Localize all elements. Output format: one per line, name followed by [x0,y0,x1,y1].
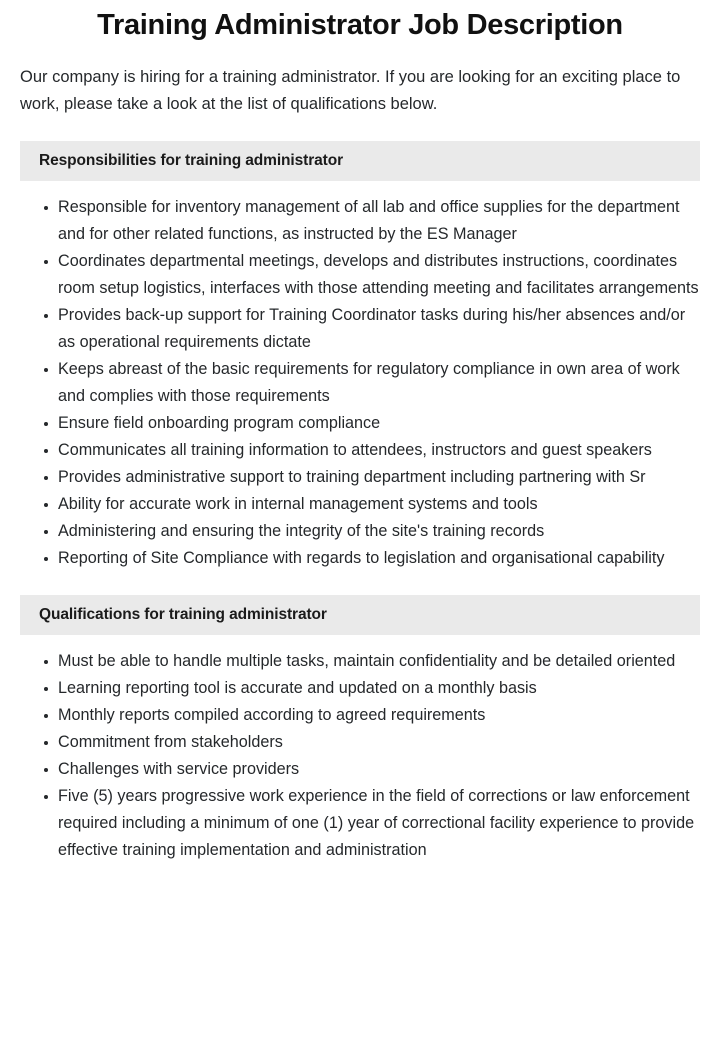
list-item: Must be able to handle multiple tasks, maintain confidentiality and be detailed oriented [20,648,700,675]
list-item: Challenges with service providers [20,756,700,783]
list-item: Communicates all training information to attendees, instructors and guest speakers [20,437,700,464]
list-item: Coordinates departmental meetings, develops and distributes instructions, coordinates room setup logistics, interfaces with those attending meeting and facilitates arrangements [20,248,700,302]
section-header-qualifications [20,595,700,635]
list-item: Learning reporting tool is accurate and updated on a monthly basis [20,675,700,702]
job-description-page [0,6,720,864]
section-header-responsibilities [20,141,700,181]
list-item: Keeps abreast of the basic requirements for regulatory compliance in own area of work and complies with those requirements [20,356,700,410]
section-qualifications [0,595,720,864]
page-title: Training Administrator Job Description [97,9,623,41]
section-header-label: Responsibilities for training administrator [39,152,344,169]
list-item: Provides back-up support for Training Coordinator tasks during his/her absences and/or as operational requirements dictate [20,302,700,356]
list-item: Provides administrative support to training department including partnering with Sr [20,464,700,491]
qualifications-list [20,648,700,864]
list-item: Ensure field onboarding program compliance [20,410,700,437]
list-item: Administering and ensuring the integrity of the site's training records [20,518,700,545]
list-item: Monthly reports compiled according to agreed requirements [20,702,700,729]
section-header-label: Qualifications for training administrator [39,606,327,623]
list-item: Reporting of Site Compliance with regards to legislation and organisational capability [20,545,700,572]
responsibilities-list [20,194,700,572]
list-item: Ability for accurate work in internal management systems and tools [20,491,700,518]
list-item: Commitment from stakeholders [20,729,700,756]
list-item: Responsible for inventory management of all lab and office supplies for the department and for other related functions, as instructed by the ES Manager [20,194,700,248]
intro-paragraph: Our company is hiring for a training administrator. If you are looking for an exciting place to work, please take a look at the list of qualifications below. [20,68,681,113]
list-item: Five (5) years progressive work experience in the field of corrections or law enforcement required including a minimum of one (1) year of correctional facility experience to provide effective training implementation and administration [20,783,700,864]
section-responsibilities [0,141,720,572]
